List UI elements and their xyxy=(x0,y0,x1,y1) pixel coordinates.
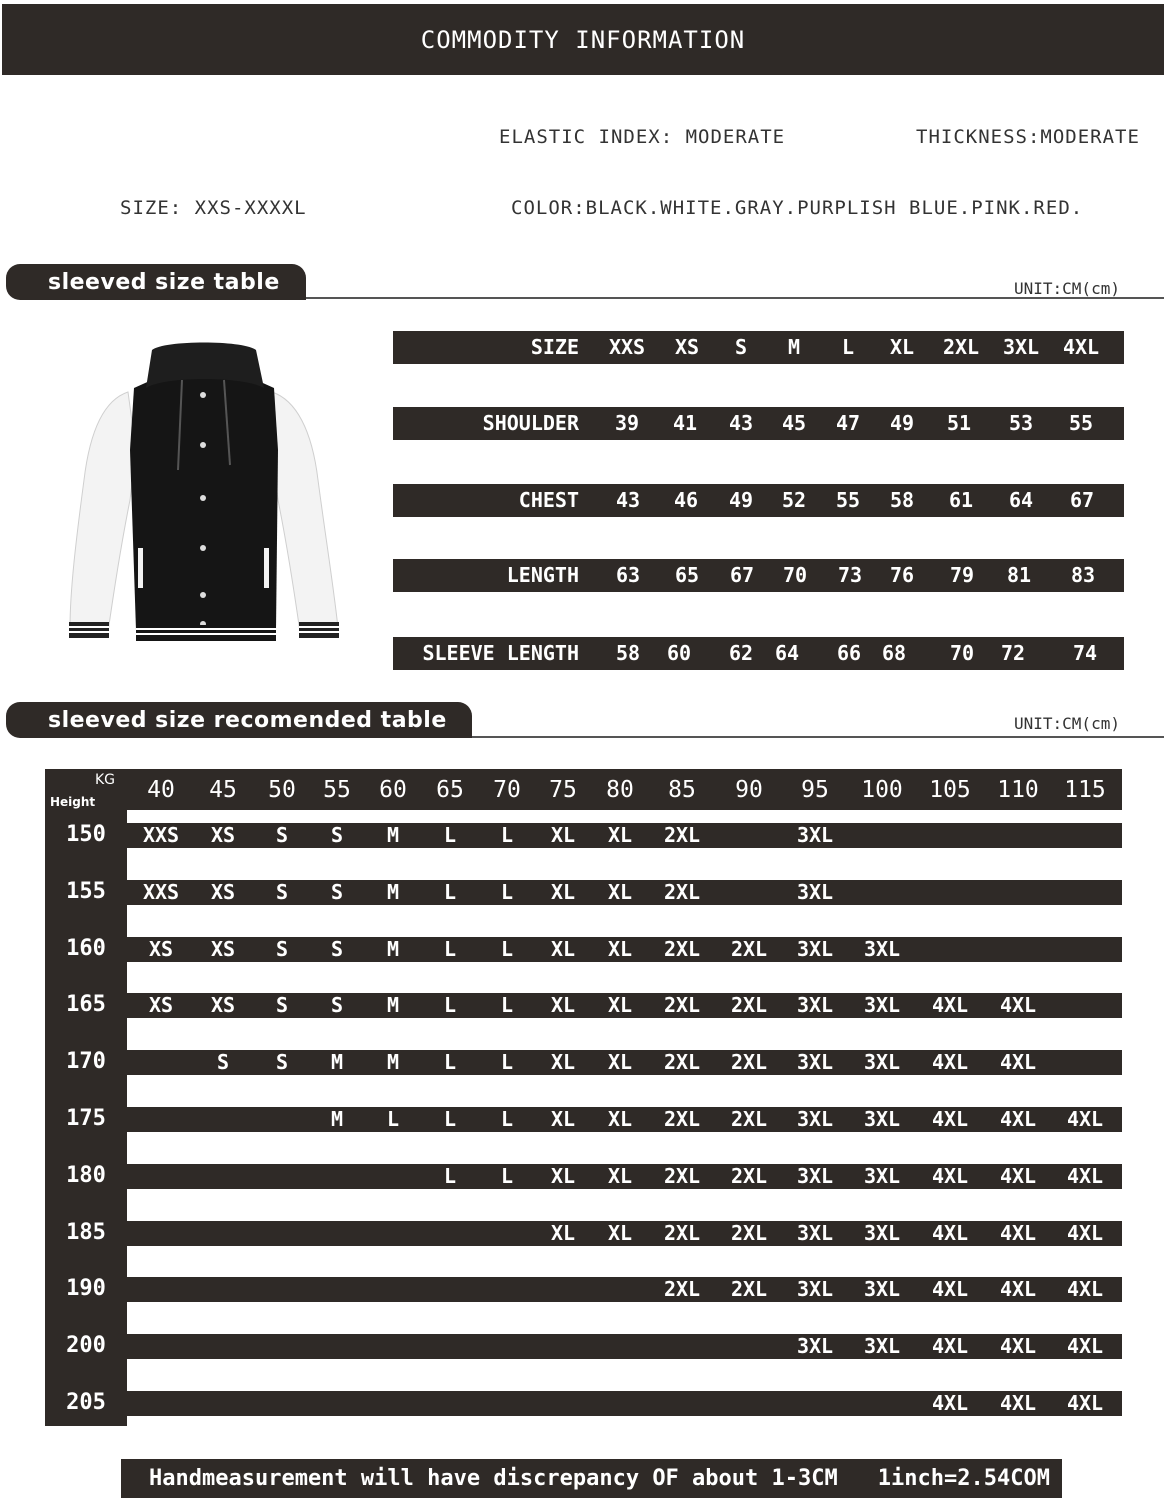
size-cell: 3XL xyxy=(796,993,834,1017)
size-cell: 3XL xyxy=(796,1334,834,1358)
discrepancy-note: Handmeasurement will have discrepancy OF about 1-3CM xyxy=(149,1466,838,1491)
cell: 64 xyxy=(1008,488,1034,512)
cell: 4XL xyxy=(1062,335,1100,359)
cell: 74 xyxy=(1072,641,1098,665)
size-range-text: SIZE: XXS-XXXXL xyxy=(120,197,307,219)
cell: M xyxy=(787,335,801,359)
size-cell: L xyxy=(500,1164,514,1188)
cell: 73 xyxy=(837,563,863,587)
weight-header: 105 xyxy=(929,777,971,803)
header-bar xyxy=(2,4,1164,75)
size-cell: XL xyxy=(550,1107,576,1131)
weight-header: 100 xyxy=(861,777,903,803)
thickness-text: THICKNESS:MODERATE xyxy=(916,126,1140,148)
size-cell: XL xyxy=(607,1050,633,1074)
size-cell: 3XL xyxy=(796,1277,834,1301)
size-cell: XS xyxy=(148,993,174,1017)
jacket-image xyxy=(64,340,344,645)
size-cell: 4XL xyxy=(931,1221,969,1245)
size-cell: L xyxy=(443,993,457,1017)
height-value: 160 xyxy=(66,936,106,961)
cell: 52 xyxy=(781,488,807,512)
size-cell: 4XL xyxy=(931,1050,969,1074)
size-cell: 2XL xyxy=(663,823,701,847)
size-cell: S xyxy=(330,823,344,847)
cell: XS xyxy=(674,335,700,359)
size-cell: XL xyxy=(550,1050,576,1074)
size-cell: S xyxy=(275,880,289,904)
cell: 65 xyxy=(674,563,700,587)
section-tab-recommend-table xyxy=(6,702,472,738)
row-label: SLEEVE LENGTH xyxy=(422,641,579,665)
weight-header: 55 xyxy=(323,777,351,803)
cell: 53 xyxy=(1008,411,1034,435)
height-value: 205 xyxy=(66,1390,106,1415)
weight-header: 115 xyxy=(1064,777,1106,803)
inch-conversion: 1inch=2.54COM xyxy=(877,1466,1050,1491)
cell: S xyxy=(734,335,748,359)
size-cell: S xyxy=(275,937,289,961)
cell: XL xyxy=(889,335,915,359)
size-cell: 4XL xyxy=(999,1277,1037,1301)
size-cell: 4XL xyxy=(931,993,969,1017)
size-cell: XL xyxy=(550,937,576,961)
weight-header: 65 xyxy=(436,777,464,803)
size-cell: 2XL xyxy=(730,937,768,961)
size-cell: M xyxy=(330,1107,344,1131)
height-value: 150 xyxy=(66,822,106,847)
weight-header: 70 xyxy=(493,777,521,803)
size-cell: 3XL xyxy=(863,1107,901,1131)
cell: 81 xyxy=(1006,563,1032,587)
size-cell: XS xyxy=(148,937,174,961)
size-cell: L xyxy=(500,823,514,847)
size-cell: XL xyxy=(550,1221,576,1245)
cell: 72 xyxy=(1000,641,1026,665)
height-value: 185 xyxy=(66,1220,106,1245)
size-cell: L xyxy=(443,1107,457,1131)
size-cell: 4XL xyxy=(999,993,1037,1017)
size-cell: 2XL xyxy=(663,1277,701,1301)
size-cell: XL xyxy=(550,1164,576,1188)
weight-header: 75 xyxy=(549,777,577,803)
height-value: 170 xyxy=(66,1049,106,1074)
cell: 63 xyxy=(615,563,641,587)
cell: 39 xyxy=(614,411,640,435)
size-cell: XL xyxy=(607,1164,633,1188)
size-cell: 4XL xyxy=(931,1391,969,1415)
size-cell: 2XL xyxy=(730,1164,768,1188)
measure-row-sleeve-length xyxy=(393,637,1124,670)
unit-label: UNIT:CM(cm) xyxy=(1014,279,1120,298)
measure-row-chest xyxy=(393,484,1124,517)
size-cell: XL xyxy=(607,1221,633,1245)
size-cell: M xyxy=(386,1050,400,1074)
size-cell: 4XL xyxy=(999,1164,1037,1188)
cell: 43 xyxy=(728,411,754,435)
cell: 64 xyxy=(774,641,800,665)
measure-row-size xyxy=(393,331,1124,364)
size-cell: XL xyxy=(550,880,576,904)
size-cell: 2XL xyxy=(663,880,701,904)
row-label: SHOULDER xyxy=(482,411,579,435)
elastic-index-text: ELASTIC INDEX: MODERATE xyxy=(499,126,786,148)
size-cell: S xyxy=(216,1050,230,1074)
size-cell: XS xyxy=(210,823,236,847)
size-cell: 2XL xyxy=(663,1164,701,1188)
size-cell: XS xyxy=(210,880,236,904)
size-cell: 4XL xyxy=(999,1391,1037,1415)
size-cell: S xyxy=(275,1050,289,1074)
cell: 79 xyxy=(949,563,975,587)
cell: 58 xyxy=(615,641,641,665)
cell: XXS xyxy=(608,335,646,359)
size-cell: 3XL xyxy=(863,993,901,1017)
size-cell: 3XL xyxy=(796,937,834,961)
size-cell: 2XL xyxy=(663,1107,701,1131)
size-cell: 4XL xyxy=(1066,1277,1104,1301)
left-cuff xyxy=(69,622,109,638)
size-cell: 3XL xyxy=(796,880,834,904)
size-cell: 3XL xyxy=(863,1164,901,1188)
cell: 62 xyxy=(728,641,754,665)
size-cell: 3XL xyxy=(796,823,834,847)
size-cell: 3XL xyxy=(863,1221,901,1245)
kg-label: KG xyxy=(95,772,116,788)
section-rule xyxy=(472,736,1164,738)
cell: 70 xyxy=(949,641,975,665)
cell: 67 xyxy=(729,563,755,587)
size-cell: XXS xyxy=(142,823,180,847)
size-cell: XL xyxy=(607,937,633,961)
size-cell: L xyxy=(443,1164,457,1188)
height-value: 180 xyxy=(66,1163,106,1188)
size-cell: M xyxy=(330,1050,344,1074)
weight-header: 95 xyxy=(801,777,829,803)
size-cell: 4XL xyxy=(999,1050,1037,1074)
weight-header: 40 xyxy=(147,777,175,803)
size-cell: 4XL xyxy=(999,1107,1037,1131)
page-title: COMMODITY INFORMATION xyxy=(420,25,746,54)
cell: 41 xyxy=(672,411,698,435)
height-label: Height xyxy=(50,795,96,809)
weight-header: 90 xyxy=(735,777,763,803)
color-list-text: COLOR:BLACK.WHITE.GRAY.PURPLISH BLUE.PINK.RED. xyxy=(511,197,1084,219)
size-cell: XL xyxy=(550,823,576,847)
size-cell: S xyxy=(275,993,289,1017)
cell: 55 xyxy=(835,488,861,512)
size-cell: 4XL xyxy=(999,1221,1037,1245)
size-cell: 2XL xyxy=(730,993,768,1017)
weight-header: 60 xyxy=(379,777,407,803)
cell: 45 xyxy=(781,411,807,435)
size-cell: S xyxy=(330,937,344,961)
cell: 60 xyxy=(666,641,692,665)
section-title: sleeved size recomended table xyxy=(48,707,447,733)
footer-bar xyxy=(121,1459,1062,1498)
size-cell: XL xyxy=(607,880,633,904)
row-label: LENGTH xyxy=(506,563,579,587)
size-cell: XS xyxy=(210,993,236,1017)
size-cell: 2XL xyxy=(730,1277,768,1301)
size-cell: 4XL xyxy=(1066,1164,1104,1188)
section-tab-size-table xyxy=(6,264,306,300)
size-cell: M xyxy=(386,937,400,961)
size-cell: M xyxy=(386,823,400,847)
cell: 47 xyxy=(835,411,861,435)
size-cell: XL xyxy=(607,823,633,847)
weight-header: 110 xyxy=(997,777,1039,803)
cell: L xyxy=(841,335,855,359)
size-cell: L xyxy=(443,937,457,961)
size-cell: L xyxy=(443,880,457,904)
size-cell: S xyxy=(275,823,289,847)
cell: 2XL xyxy=(942,335,980,359)
size-cell: 4XL xyxy=(1066,1391,1104,1415)
size-cell: 3XL xyxy=(863,1334,901,1358)
size-cell: L xyxy=(500,937,514,961)
cell: 3XL xyxy=(1002,335,1040,359)
right-cuff xyxy=(299,622,339,638)
section-title: sleeved size table xyxy=(48,269,280,295)
size-cell: 3XL xyxy=(863,1050,901,1074)
cell: 76 xyxy=(889,563,915,587)
size-cell: L xyxy=(500,1050,514,1074)
height-column xyxy=(45,769,127,1426)
weight-header: 45 xyxy=(209,777,237,803)
size-cell: XXS xyxy=(142,880,180,904)
measure-row-length xyxy=(393,559,1124,592)
size-cell: L xyxy=(386,1107,400,1131)
size-cell: 2XL xyxy=(663,1050,701,1074)
size-cell: XL xyxy=(607,993,633,1017)
size-cell: L xyxy=(500,1107,514,1131)
weight-header: 80 xyxy=(606,777,634,803)
cell: 46 xyxy=(673,488,699,512)
height-value: 165 xyxy=(66,992,106,1017)
weight-header: 85 xyxy=(668,777,696,803)
size-cell: 4XL xyxy=(1066,1221,1104,1245)
size-cell: 2XL xyxy=(663,1221,701,1245)
size-cell: 3XL xyxy=(796,1164,834,1188)
cell: 58 xyxy=(889,488,915,512)
cell: 51 xyxy=(946,411,972,435)
size-cell: L xyxy=(443,1050,457,1074)
cell: 55 xyxy=(1068,411,1094,435)
size-cell: 3XL xyxy=(863,1277,901,1301)
size-cell: 3XL xyxy=(863,937,901,961)
size-cell: S xyxy=(330,993,344,1017)
height-value: 190 xyxy=(66,1276,106,1301)
size-cell: 2XL xyxy=(663,993,701,1017)
size-cell: M xyxy=(386,880,400,904)
size-cell: 3XL xyxy=(796,1107,834,1131)
size-cell: 2XL xyxy=(730,1050,768,1074)
cell: 43 xyxy=(615,488,641,512)
height-value: 175 xyxy=(66,1106,106,1131)
weight-header: 50 xyxy=(268,777,296,803)
cell: 49 xyxy=(889,411,915,435)
unit-label: UNIT:CM(cm) xyxy=(1014,714,1120,733)
size-cell: L xyxy=(500,993,514,1017)
size-cell: 4XL xyxy=(931,1164,969,1188)
cell: 70 xyxy=(782,563,808,587)
size-cell: 2XL xyxy=(663,937,701,961)
row-label: CHEST xyxy=(518,488,579,512)
size-cell: S xyxy=(330,880,344,904)
size-cell: 4XL xyxy=(931,1334,969,1358)
height-value: 155 xyxy=(66,879,106,904)
size-cell: 2XL xyxy=(730,1221,768,1245)
size-cell: 4XL xyxy=(1066,1107,1104,1131)
size-cell: L xyxy=(500,880,514,904)
size-cell: XS xyxy=(210,937,236,961)
size-cell: 4XL xyxy=(1066,1334,1104,1358)
size-cell: 3XL xyxy=(796,1221,834,1245)
size-cell: L xyxy=(443,823,457,847)
size-cell: XL xyxy=(607,1107,633,1131)
cell: 68 xyxy=(881,641,907,665)
size-cell: M xyxy=(386,993,400,1017)
height-value: 200 xyxy=(66,1333,106,1358)
size-cell: 4XL xyxy=(999,1334,1037,1358)
size-cell: 4XL xyxy=(931,1277,969,1301)
cell: 67 xyxy=(1069,488,1095,512)
cell: 61 xyxy=(948,488,974,512)
size-cell: 2XL xyxy=(730,1107,768,1131)
cell: 66 xyxy=(836,641,862,665)
row-label: SIZE xyxy=(530,335,579,359)
measure-row-shoulder xyxy=(393,407,1124,440)
cell: 83 xyxy=(1070,563,1096,587)
size-cell: XL xyxy=(550,993,576,1017)
cell: 49 xyxy=(728,488,754,512)
size-cell: 3XL xyxy=(796,1050,834,1074)
size-cell: 4XL xyxy=(931,1107,969,1131)
